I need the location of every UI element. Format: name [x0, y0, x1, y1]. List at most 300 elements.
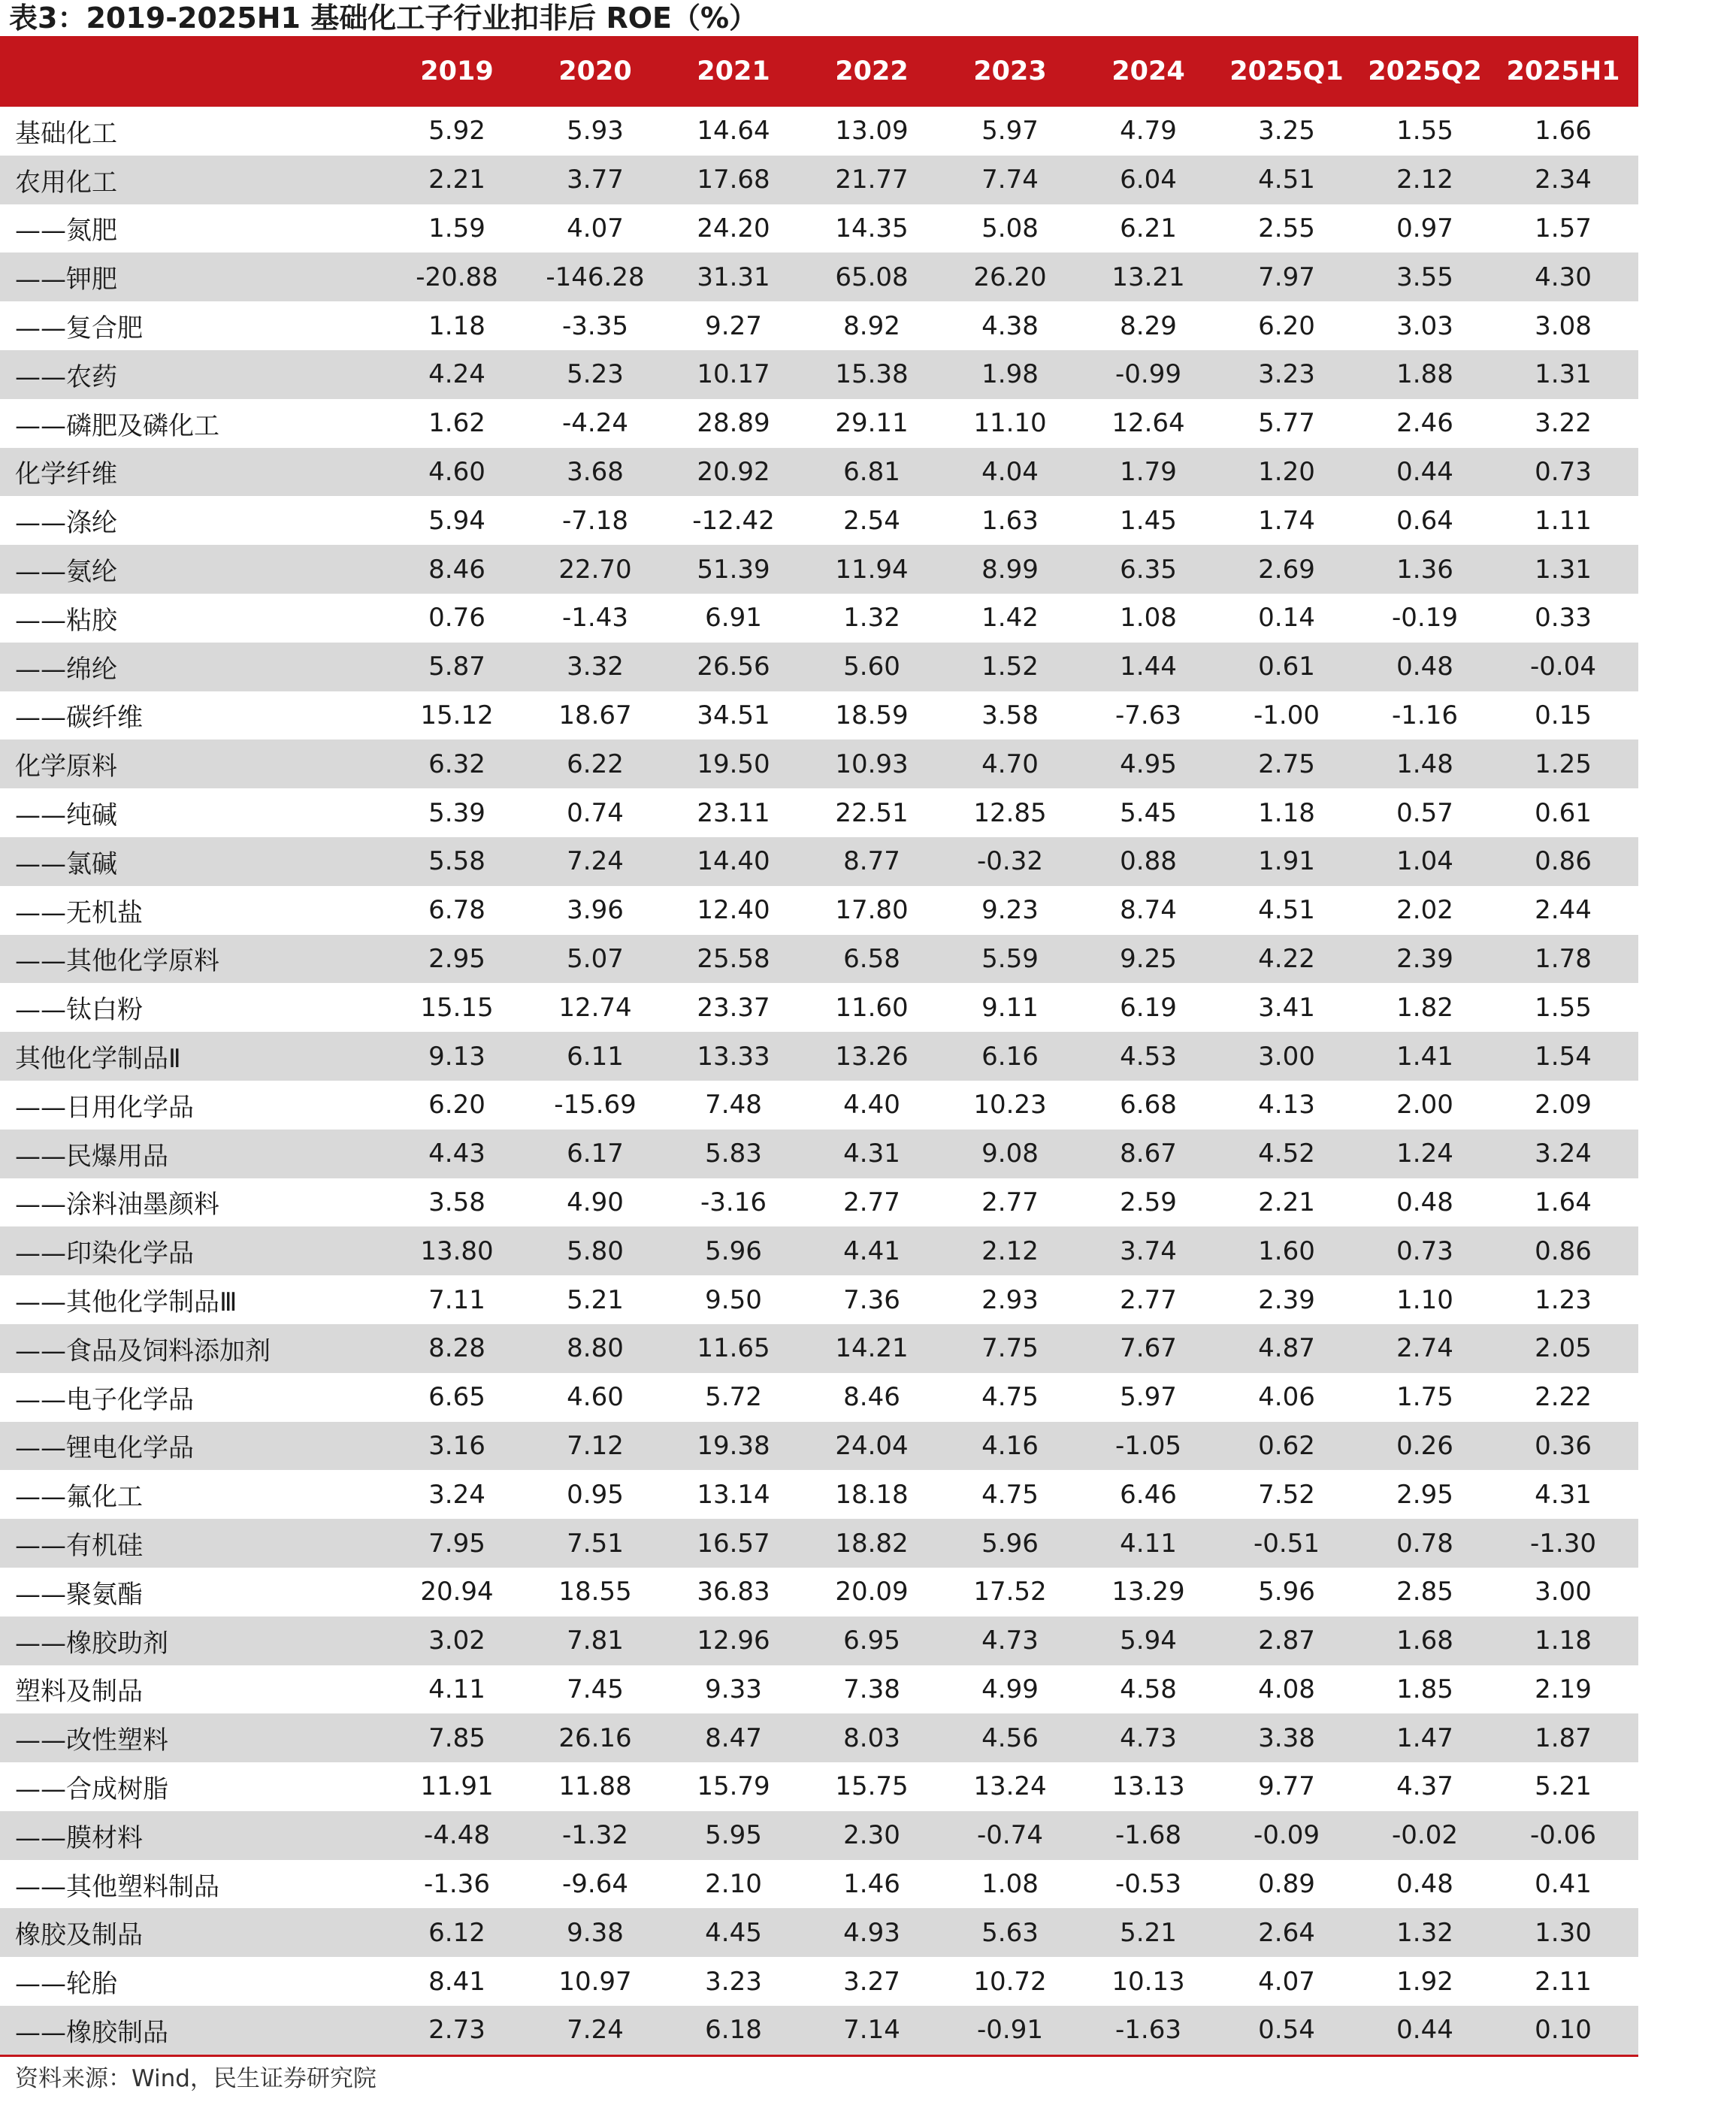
- table-cell: 0.48: [1396, 1869, 1453, 1900]
- table-cell: -7.63: [1115, 700, 1181, 730]
- table-cell: 10.72: [973, 1966, 1047, 1997]
- table-cell: 14.35: [835, 213, 909, 243]
- table-cell: 4.11: [1120, 1528, 1177, 1559]
- row-label: 橡胶及制品: [15, 1920, 143, 1951]
- table-cell: -1.00: [1254, 700, 1320, 730]
- table-cell: 1.87: [1535, 1722, 1592, 1753]
- table-cell: 18.67: [558, 700, 632, 730]
- table-cell: 2.19: [1535, 1674, 1592, 1704]
- table-cell: 7.36: [843, 1284, 900, 1315]
- table-cell: -0.91: [977, 2015, 1043, 2046]
- roe-table: [0, 36, 1638, 2057]
- table-cell: -1.16: [1392, 700, 1458, 730]
- table-cell: 1.18: [428, 310, 485, 341]
- table-cell: 1.52: [981, 652, 1039, 682]
- table-cell: 2.54: [843, 505, 900, 536]
- table-cell: 1.54: [1535, 1041, 1592, 1072]
- table-cell: 0.95: [567, 1479, 624, 1510]
- table-cell: 13.13: [1111, 1771, 1185, 1802]
- table-cell: 0.10: [1535, 2015, 1592, 2046]
- row-label: ——氮肥: [15, 216, 117, 246]
- row-label: ——其他塑料制品: [15, 1871, 219, 1902]
- table-row: [0, 545, 1638, 594]
- row-label: ——聚氨酯: [15, 1579, 143, 1610]
- table-row: [0, 1713, 1638, 1762]
- table-row: [0, 1957, 1638, 2006]
- table-cell: 5.93: [567, 116, 624, 147]
- table-cell: 1.18: [1535, 1626, 1592, 1656]
- table-cell: 6.81: [843, 456, 900, 487]
- table-cell: 24.04: [835, 1430, 909, 1461]
- table-cell: 3.22: [1535, 408, 1592, 439]
- table-cell: 2.74: [1396, 1333, 1453, 1364]
- table-cell: 2.64: [1258, 1917, 1315, 1948]
- table-cell: 10.93: [835, 749, 909, 779]
- table-cell: 9.25: [1120, 943, 1177, 974]
- table-cell: 7.11: [428, 1284, 485, 1315]
- table-cell: 19.38: [697, 1430, 770, 1461]
- table-cell: 1.60: [1258, 1235, 1315, 1266]
- table-cell: -0.06: [1530, 1820, 1596, 1851]
- table-cell: 6.20: [428, 1090, 485, 1121]
- table-cell: 3.02: [428, 1626, 485, 1656]
- table-cell: 7.95: [428, 1528, 485, 1559]
- table-cell: -0.02: [1392, 1820, 1458, 1851]
- table-cell: 2.77: [843, 1187, 900, 1217]
- table-cell: 4.24: [428, 359, 485, 390]
- table-cell: 4.75: [981, 1382, 1039, 1413]
- table-bottom-rule: [0, 2055, 1638, 2057]
- table-row: [0, 1032, 1638, 1081]
- table-cell: 29.11: [835, 408, 909, 439]
- table-cell: 2.93: [981, 1284, 1039, 1315]
- header-2025h1: 2025H1: [1506, 56, 1620, 86]
- table-cell: 7.67: [1120, 1333, 1177, 1364]
- table-cell: 3.16: [428, 1430, 485, 1461]
- row-label: ——绵纶: [15, 654, 117, 685]
- row-label: ——食品及饲料添加剂: [15, 1335, 271, 1366]
- table-cell: 7.75: [981, 1333, 1039, 1364]
- table-row: [0, 691, 1638, 740]
- table-cell: 1.79: [1120, 456, 1177, 487]
- table-cell: 5.21: [567, 1284, 624, 1315]
- table-cell: 2.85: [1396, 1577, 1453, 1607]
- table-cell: 4.93: [843, 1917, 900, 1948]
- row-label: ——涤纶: [15, 508, 117, 539]
- table-cell: 0.33: [1535, 603, 1592, 634]
- table-cell: 1.59: [428, 213, 485, 243]
- header-2023: 2023: [973, 56, 1047, 86]
- table-cell: -1.36: [424, 1869, 490, 1900]
- table-row: [0, 1519, 1638, 1568]
- table-cell: 7.24: [567, 846, 624, 877]
- table-cell: 1.82: [1396, 992, 1453, 1023]
- table-cell: -1.43: [562, 603, 628, 634]
- table-cell: 8.46: [428, 554, 485, 585]
- table-cell: 20.92: [697, 456, 770, 487]
- table-cell: 1.42: [981, 603, 1039, 634]
- table-cell: 5.96: [1258, 1577, 1315, 1607]
- table-cell: 2.95: [428, 943, 485, 974]
- table-cell: 4.87: [1258, 1333, 1315, 1364]
- table-cell: 2.11: [1535, 1966, 1592, 1997]
- row-label: ——橡胶制品: [15, 2017, 168, 2048]
- source-note: 资料来源：Wind，民生证券研究院: [15, 2065, 377, 2092]
- table-cell: 7.48: [705, 1090, 762, 1121]
- table-cell: 15.38: [835, 359, 909, 390]
- table-cell: 9.50: [705, 1284, 762, 1315]
- table-cell: 0.54: [1258, 2015, 1315, 2046]
- table-row: [0, 496, 1638, 545]
- table-cell: 18.18: [835, 1479, 909, 1510]
- table-cell: 7.52: [1258, 1479, 1315, 1510]
- table-cell: 5.07: [567, 943, 624, 974]
- table-cell: 11.94: [835, 554, 909, 585]
- table-cell: 65.08: [835, 262, 909, 292]
- row-label: ——农药: [15, 361, 117, 392]
- table-title: 表3：2019-2025H1 基础化工子行业扣非后 ROE（%）: [9, 2, 758, 35]
- table-cell: 17.80: [835, 895, 909, 926]
- table-cell: 1.74: [1258, 505, 1315, 536]
- table-cell: 5.77: [1258, 408, 1315, 439]
- table-cell: 1.85: [1396, 1674, 1453, 1704]
- table-cell: 1.78: [1535, 943, 1592, 974]
- table-cell: 6.78: [428, 895, 485, 926]
- table-row: [0, 2006, 1638, 2055]
- table-row: [0, 1860, 1638, 1909]
- table-cell: 2.46: [1396, 408, 1453, 439]
- table-cell: 11.91: [420, 1771, 494, 1802]
- table-cell: 2.55: [1258, 213, 1315, 243]
- table-cell: 2.69: [1258, 554, 1315, 585]
- table-cell: 4.75: [981, 1479, 1039, 1510]
- table-cell: 1.41: [1396, 1041, 1453, 1072]
- table-cell: 7.14: [843, 2015, 900, 2046]
- table-cell: 9.11: [981, 992, 1039, 1023]
- table-cell: 6.17: [567, 1139, 624, 1169]
- table-row: [0, 156, 1638, 204]
- table-cell: 1.30: [1535, 1917, 1592, 1948]
- table-row: [0, 1373, 1638, 1422]
- table-row: [0, 1130, 1638, 1178]
- table-cell: 13.26: [835, 1041, 909, 1072]
- table-cell: 0.44: [1396, 2015, 1453, 2046]
- table-cell: 3.25: [1258, 116, 1315, 147]
- table-cell: 0.36: [1535, 1430, 1592, 1461]
- table-cell: 3.23: [705, 1966, 762, 1997]
- table-row: [0, 1617, 1638, 1665]
- table-cell: 1.63: [981, 505, 1039, 536]
- table-cell: 0.97: [1396, 213, 1453, 243]
- table-cell: 5.97: [1120, 1382, 1177, 1413]
- table-cell: 0.64: [1396, 505, 1453, 536]
- table-cell: 4.30: [1535, 262, 1592, 292]
- table-cell: 4.52: [1258, 1139, 1315, 1169]
- table-cell: 5.83: [705, 1139, 762, 1169]
- table-row: [0, 301, 1638, 350]
- table-cell: 1.46: [843, 1869, 900, 1900]
- table-row: [0, 448, 1638, 497]
- table-cell: 2.12: [981, 1235, 1039, 1266]
- table-row: [0, 935, 1638, 984]
- header-2025q1: 2025Q1: [1229, 56, 1344, 86]
- row-label: 其他化学制品Ⅱ: [15, 1044, 181, 1075]
- table-cell: 1.36: [1396, 554, 1453, 585]
- table-cell: 5.21: [1120, 1917, 1177, 1948]
- row-label: ——膜材料: [15, 1822, 143, 1853]
- table-cell: 9.23: [981, 895, 1039, 926]
- table-cell: 1.31: [1535, 554, 1592, 585]
- table-cell: 6.16: [981, 1041, 1039, 1072]
- table-row: [0, 1762, 1638, 1811]
- table-cell: 0.78: [1396, 1528, 1453, 1559]
- table-cell: -9.64: [562, 1869, 628, 1900]
- table-cell: 1.57: [1535, 213, 1592, 243]
- row-label: ——合成树脂: [15, 1774, 168, 1804]
- row-label: ——粘胶: [15, 605, 117, 636]
- table-cell: 7.74: [981, 165, 1039, 195]
- table-cell: 1.64: [1535, 1187, 1592, 1217]
- table-cell: 8.47: [705, 1722, 762, 1753]
- table-cell: 13.09: [835, 116, 909, 147]
- table-cell: 0.44: [1396, 456, 1453, 487]
- table-row: [0, 1811, 1638, 1860]
- table-cell: 11.88: [558, 1771, 632, 1802]
- table-cell: 4.60: [428, 456, 485, 487]
- table-cell: 1.68: [1396, 1626, 1453, 1656]
- table-cell: 17.68: [697, 165, 770, 195]
- table-cell: 24.20: [697, 213, 770, 243]
- table-cell: 8.77: [843, 846, 900, 877]
- table-cell: 26.16: [558, 1722, 632, 1753]
- row-label: ——氟化工: [15, 1482, 143, 1513]
- table-cell: -12.42: [692, 505, 775, 536]
- table-cell: 3.00: [1535, 1577, 1592, 1607]
- table-cell: -0.53: [1115, 1869, 1181, 1900]
- table-cell: -1.30: [1530, 1528, 1596, 1559]
- table-cell: 5.96: [705, 1235, 762, 1266]
- row-label: ——无机盐: [15, 897, 143, 928]
- table-cell: 5.45: [1120, 797, 1177, 828]
- table-cell: 2.30: [843, 1820, 900, 1851]
- table-cell: 9.08: [981, 1139, 1039, 1169]
- table-cell: 8.67: [1120, 1139, 1177, 1169]
- table-row: [0, 788, 1638, 837]
- table-row: [0, 1275, 1638, 1324]
- table-row: [0, 1226, 1638, 1275]
- table-cell: 6.18: [705, 2015, 762, 2046]
- table-cell: -0.09: [1254, 1820, 1320, 1851]
- table-cell: 0.26: [1396, 1430, 1453, 1461]
- table-row: [0, 983, 1638, 1032]
- table-cell: 2.39: [1396, 943, 1453, 974]
- table-cell: 4.31: [1535, 1479, 1592, 1510]
- row-label: ——其他化学制品Ⅲ: [15, 1287, 237, 1318]
- table-cell: 4.73: [1120, 1722, 1177, 1753]
- table-cell: 1.20: [1258, 456, 1315, 487]
- table-cell: 2.77: [981, 1187, 1039, 1217]
- table-cell: 1.32: [843, 603, 900, 634]
- table-cell: 2.00: [1396, 1090, 1453, 1121]
- table-cell: 0.86: [1535, 1235, 1592, 1266]
- table-cell: 6.46: [1120, 1479, 1177, 1510]
- table-cell: 5.72: [705, 1382, 762, 1413]
- table-cell: 3.23: [1258, 359, 1315, 390]
- table-row: [0, 253, 1638, 301]
- row-label: ——钾肥: [15, 265, 117, 295]
- table-cell: 13.21: [1111, 262, 1185, 292]
- table-cell: 0.86: [1535, 846, 1592, 877]
- table-cell: 5.39: [428, 797, 485, 828]
- table-cell: 12.74: [558, 992, 632, 1023]
- table-cell: 4.31: [843, 1139, 900, 1169]
- table-cell: 0.89: [1258, 1869, 1315, 1900]
- table-cell: 3.55: [1396, 262, 1453, 292]
- table-cell: 1.32: [1396, 1917, 1453, 1948]
- row-label: 农用化工: [15, 167, 117, 198]
- table-cell: -7.18: [562, 505, 628, 536]
- table-cell: 26.20: [973, 262, 1047, 292]
- table-cell: 5.94: [428, 505, 485, 536]
- table-cell: 1.44: [1120, 652, 1177, 682]
- table-cell: 14.21: [835, 1333, 909, 1364]
- table-cell: -1.68: [1115, 1820, 1181, 1851]
- table-cell: 21.77: [835, 165, 909, 195]
- table-cell: 17.52: [973, 1577, 1047, 1607]
- row-label: ——其他化学原料: [15, 946, 219, 977]
- table-cell: 3.38: [1258, 1722, 1315, 1753]
- table-cell: 26.56: [697, 652, 770, 682]
- table-cell: 4.11: [428, 1674, 485, 1704]
- header-2025q2: 2025Q2: [1368, 56, 1482, 86]
- table-cell: 0.73: [1396, 1235, 1453, 1266]
- row-label: ——钛白粉: [15, 995, 143, 1026]
- table-cell: -20.88: [416, 262, 498, 292]
- table-cell: 0.48: [1396, 652, 1453, 682]
- table-cell: -15.69: [554, 1090, 637, 1121]
- table-cell: 51.39: [697, 554, 770, 585]
- table-cell: 2.59: [1120, 1187, 1177, 1217]
- table-cell: 10.97: [558, 1966, 632, 1997]
- table-row: [0, 1568, 1638, 1617]
- table-cell: 1.98: [981, 359, 1039, 390]
- row-label: ——氨纶: [15, 557, 117, 588]
- table-cell: 4.53: [1120, 1041, 1177, 1072]
- table-cell: 5.58: [428, 846, 485, 877]
- table-cell: 0.88: [1120, 846, 1177, 877]
- table-cell: 2.12: [1396, 165, 1453, 195]
- table-row: [0, 1324, 1638, 1373]
- table-cell: 16.57: [697, 1528, 770, 1559]
- table-cell: 2.05: [1535, 1333, 1592, 1364]
- table-cell: 2.95: [1396, 1479, 1453, 1510]
- table-cell: 6.21: [1120, 213, 1177, 243]
- table-row: [0, 399, 1638, 448]
- table-cell: 2.87: [1258, 1626, 1315, 1656]
- table-cell: 5.59: [981, 943, 1039, 974]
- table-cell: -0.74: [977, 1820, 1043, 1851]
- table-cell: 18.55: [558, 1577, 632, 1607]
- table-cell: 7.51: [567, 1528, 624, 1559]
- table-cell: 4.90: [567, 1187, 624, 1217]
- row-label: ——民爆用品: [15, 1141, 168, 1172]
- table-cell: 36.83: [697, 1577, 770, 1607]
- table-cell: 3.41: [1258, 992, 1315, 1023]
- table-cell: 6.68: [1120, 1090, 1177, 1121]
- table-cell: 3.68: [567, 456, 624, 487]
- table-cell: 2.34: [1535, 165, 1592, 195]
- table-cell: 4.04: [981, 456, 1039, 487]
- table-cell: 0.73: [1535, 456, 1592, 487]
- table-cell: 13.80: [420, 1235, 494, 1266]
- table-cell: -1.05: [1115, 1430, 1181, 1461]
- table-cell: 1.55: [1535, 992, 1592, 1023]
- table-cell: 6.35: [1120, 554, 1177, 585]
- table-row: [0, 1908, 1638, 1957]
- table-cell: 1.08: [981, 1869, 1039, 1900]
- table-cell: 1.08: [1120, 603, 1177, 634]
- table-cell: 6.12: [428, 1917, 485, 1948]
- table-cell: 2.02: [1396, 895, 1453, 926]
- table-cell: 20.94: [420, 1577, 494, 1607]
- row-label: 塑料及制品: [15, 1677, 143, 1707]
- table-row: [0, 1470, 1638, 1519]
- header-2020: 2020: [558, 56, 632, 86]
- table-cell: 5.87: [428, 652, 485, 682]
- table-cell: 3.77: [567, 165, 624, 195]
- table-row: [0, 1665, 1638, 1714]
- table-cell: 11.60: [835, 992, 909, 1023]
- table-cell: 6.65: [428, 1382, 485, 1413]
- table-cell: 6.95: [843, 1626, 900, 1656]
- table-row: [0, 886, 1638, 935]
- table-cell: 4.13: [1258, 1090, 1315, 1121]
- row-label: ——涂料油墨颜料: [15, 1190, 219, 1220]
- header-2019: 2019: [420, 56, 494, 86]
- table-cell: 4.51: [1258, 165, 1315, 195]
- table-cell: -4.48: [424, 1820, 490, 1851]
- table-row: [0, 643, 1638, 691]
- table-cell: 18.82: [835, 1528, 909, 1559]
- table-cell: 15.79: [697, 1771, 770, 1802]
- row-label: 化学纤维: [15, 459, 117, 490]
- table-cell: 18.59: [835, 700, 909, 730]
- table-cell: 7.12: [567, 1430, 624, 1461]
- table-cell: 2.22: [1535, 1382, 1592, 1413]
- table-cell: 4.40: [843, 1090, 900, 1121]
- table-body: [0, 107, 1638, 2055]
- table-row: [0, 350, 1638, 399]
- row-label: ——日用化学品: [15, 1092, 194, 1123]
- table-cell: 25.58: [697, 943, 770, 974]
- table-cell: 1.45: [1120, 505, 1177, 536]
- table-cell: -3.16: [700, 1187, 767, 1217]
- table-cell: 1.55: [1396, 116, 1453, 147]
- table-cell: 9.33: [705, 1674, 762, 1704]
- table-cell: 6.32: [428, 749, 485, 779]
- table-cell: 19.50: [697, 749, 770, 779]
- table-cell: 1.23: [1535, 1284, 1592, 1315]
- table-row: [0, 1178, 1638, 1227]
- table-cell: 6.20: [1258, 310, 1315, 341]
- row-label: ——电子化学品: [15, 1384, 194, 1415]
- table-cell: 3.58: [428, 1187, 485, 1217]
- table-cell: 28.89: [697, 408, 770, 439]
- table-cell: 12.40: [697, 895, 770, 926]
- table-cell: 5.08: [981, 213, 1039, 243]
- table-cell: 2.44: [1535, 895, 1592, 926]
- table-cell: 15.12: [420, 700, 494, 730]
